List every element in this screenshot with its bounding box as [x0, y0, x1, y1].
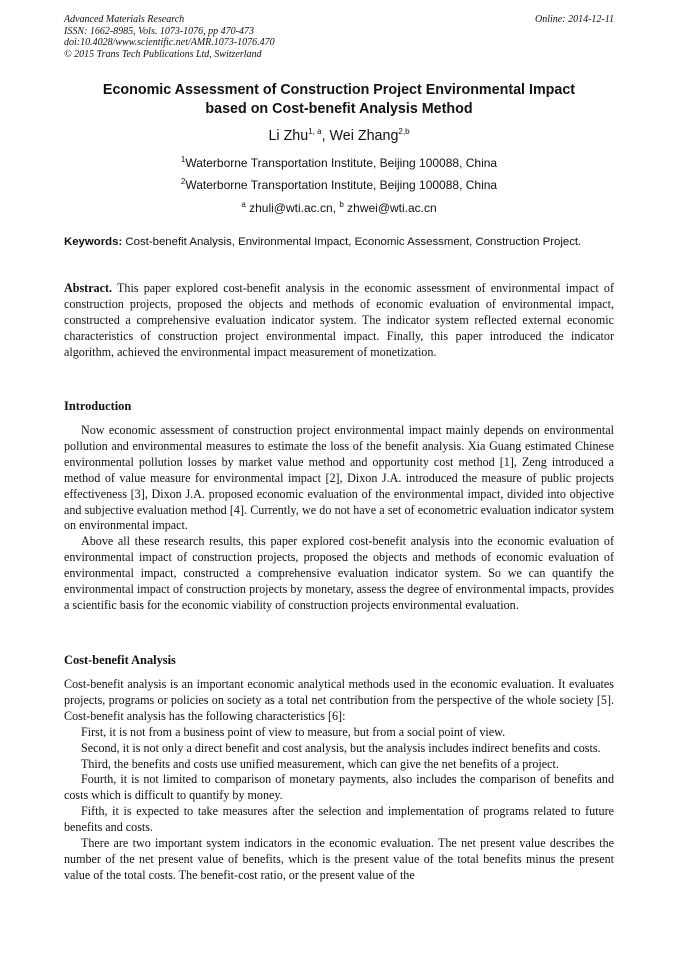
- author-separator: ,: [321, 128, 330, 144]
- paragraph: Fifth, it is expected to take measures after the selection and implementation of programs related to future benefits and costs.: [64, 804, 614, 835]
- paragraph: Fourth, it is not limited to comparison of monetary payments, also includes the comparison of benefits and costs which is difficult to quantify by money.: [64, 772, 614, 803]
- email-link[interactable]: zhuli@wti.ac.cn,: [249, 201, 336, 215]
- email-link[interactable]: zhwei@wti.ac.cn: [347, 201, 437, 215]
- affiliation-marker: 1: [180, 155, 186, 164]
- email-line: [64, 201, 614, 215]
- author-superscript: 1, a: [308, 127, 322, 137]
- online-date: Online: 2014-12-11: [535, 14, 614, 25]
- keywords-label: Keywords:: [64, 236, 123, 248]
- paragraph: There are two important system indicators in the economic evaluation. The net present value describes the number of the net present value of benefits, which is the present value of the total benefits minus the present value of the total costs. The benefit-cost ratio, or the present value of the: [64, 836, 614, 882]
- affiliation-2: [64, 178, 614, 192]
- paragraph: First, it is not from a business point of view to measure, but from a social point of view.: [81, 724, 506, 739]
- journal-name: Advanced Materials Research: [64, 14, 185, 25]
- keywords-text: Cost-benefit Analysis, Environmental Impact, Economic Assessment, Construction Project.: [125, 236, 582, 248]
- affiliation-text: Waterborne Transportation Institute, Beijing 100088, China: [185, 178, 498, 192]
- cost-benefit-body: [64, 677, 614, 884]
- title-line-2: based on Cost-benefit Analysis Method: [205, 101, 473, 117]
- paragraph: Third, the benefits and costs use unified measurement, which can give the net benefits of a project.: [81, 756, 559, 771]
- paragraph: Cost-benefit analysis is an important economic analytical methods used in the economic evaluation. It evaluates projects, programs or policies on society as a total net contribution from the perspective of the whole society [5]. Cost-benefit analysis has the following characteristics [6]:: [64, 677, 614, 723]
- abstract-label: Abstract.: [64, 281, 113, 295]
- author-superscript: 2,b: [398, 127, 410, 137]
- paragraph: Second, it is not only a direct benefit and cost analysis, but the analysis includes indirect benefits and costs.: [81, 740, 601, 755]
- journal-header: [64, 14, 614, 60]
- author-name: Li Zhu: [268, 128, 309, 144]
- affiliation-1: [64, 156, 614, 170]
- abstract-text: This paper explored cost-benefit analysis in the economic assessment of environmental impact of construction projects, proposed the objects and methods of economic evaluation of environmental impact, constructed a comprehensive evaluation indicator system. The indicator system reflected external economic characteristics of construction project environmental impact. Finally, this paper introduced the indicator algorithm, achieved the environmental impact measurement of monetization.: [64, 281, 614, 359]
- author-list: [64, 128, 614, 144]
- section-heading-introduction: Introduction: [64, 399, 132, 413]
- issn-line: ISSN: 1662-8985, Vols. 1073-1076, pp 470-473: [64, 25, 254, 37]
- introduction-body: [64, 423, 614, 614]
- paragraph: Now economic assessment of construction project environmental impact mainly depends on environmental pollution and environmental measures to estimate the loss of the benefit analysis. Xia Guang estimated Chinese environmental pollution losses by market value method and opportunity cost method [1], Zeng introduced a method of value measure for environmental impact [2], Dixon J.A. introduced the measure of public projects effectiveness [3], Dixon J.A. proposed economic evaluation of the environmental impact, divided into objective and subjective evaluation method [4]. Currently, we do not have a set of econometric evaluation indicator system on environmental impact.: [64, 423, 614, 533]
- keywords: [64, 234, 614, 250]
- doi-line: doi:10.4028/www.scientific.net/AMR.1073-1076.470: [64, 37, 275, 49]
- affiliation-text: Waterborne Transportation Institute, Beijing 100088, China: [185, 156, 498, 170]
- affiliation-marker: 2: [180, 177, 186, 186]
- email-marker: a: [241, 200, 246, 209]
- section-heading-cost-benefit: Cost-benefit Analysis: [64, 653, 176, 667]
- copyright-line: © 2015 Trans Tech Publications Ltd, Switzerland: [64, 48, 262, 60]
- title-line-1: Economic Assessment of Construction Project Environmental Impact: [102, 82, 576, 98]
- author-name: Wei Zhang: [329, 128, 399, 144]
- email-marker: b: [339, 200, 344, 209]
- paper-title: [64, 81, 614, 119]
- abstract: [64, 281, 614, 361]
- paragraph: Above all these research results, this paper explored cost-benefit analysis into the economic evaluation of environmental impact of construction projects, proposed the objects and methods of economic evaluation of environmental impact, constructed a comprehensive evaluation indicator system. So we can quantify the environmental impact of construction projects by monetary, assess the degree of environmental impacts, provides a scientific basis for the economic viability of construction projects environmental evaluation.: [64, 534, 614, 612]
